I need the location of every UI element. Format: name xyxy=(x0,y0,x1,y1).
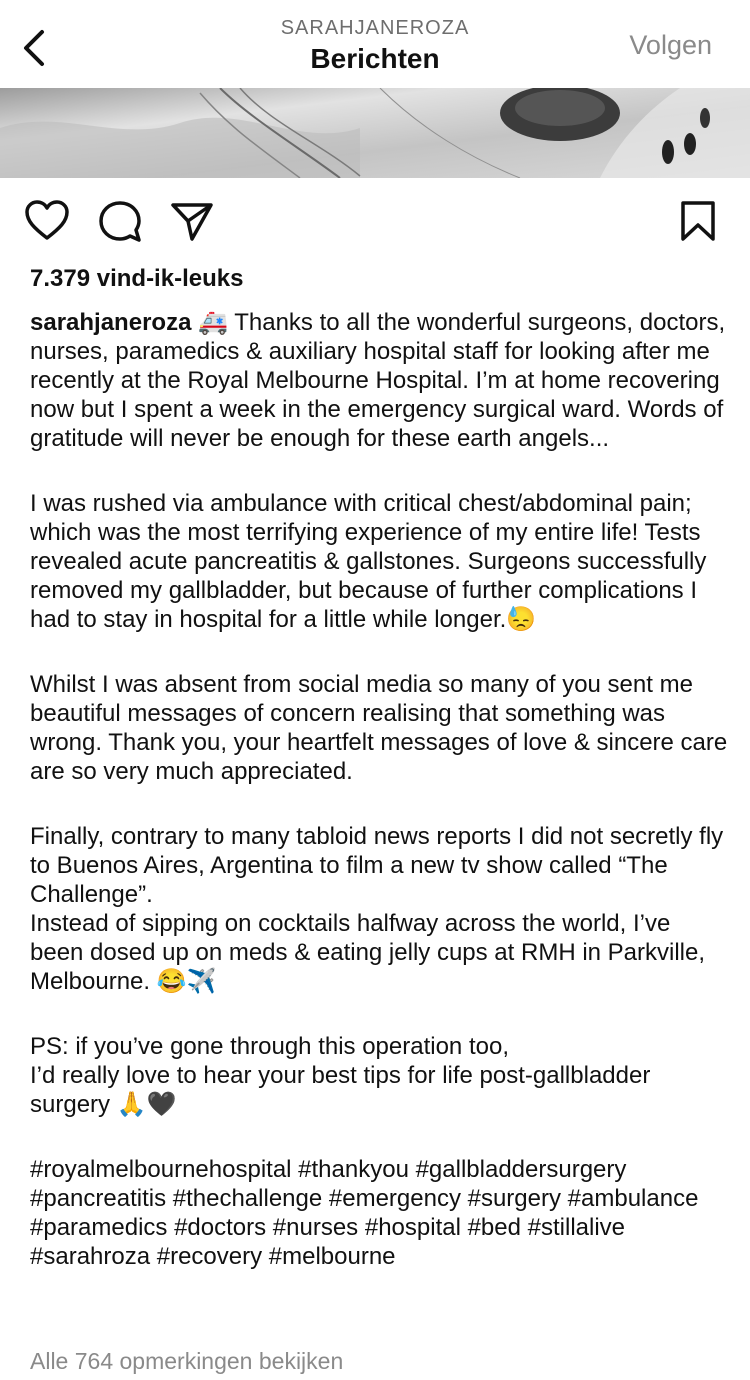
share-button[interactable] xyxy=(170,202,214,247)
paper-plane-icon xyxy=(170,202,214,242)
comment-button[interactable] xyxy=(98,200,142,249)
likes-count[interactable]: 7.379 vind-ik-leuks xyxy=(30,265,244,292)
caption-hashtags[interactable]: #royalmelbournehospital #thankyou #gallbladdersurgery #pancreatitis #thechallenge #emergency #surgery #ambulance #paramedics #doctors #nurses #hospital #bed #stillalive #sarahroza #recovery #melbourne xyxy=(30,1156,699,1270)
caption-paragraph-1 xyxy=(30,308,730,453)
save-button[interactable] xyxy=(680,200,716,247)
post-image-graphic xyxy=(0,88,750,178)
caption-username[interactable]: sarahjaneroza xyxy=(30,309,192,336)
header-title-group xyxy=(200,14,550,76)
chevron-left-icon xyxy=(18,26,54,70)
follow-button[interactable]: Volgen xyxy=(629,30,712,60)
caption-paragraph-3: Whilst I was absent from social media so many of you sent me beautiful messages of concern realising that something was wrong. Thank you, your heartfelt messages of love & sincere care are so very much appreciated. xyxy=(30,671,728,785)
header-username: SARAHJANEROZA xyxy=(280,17,470,39)
page-title: Berichten xyxy=(310,43,440,74)
comment-icon xyxy=(98,200,142,244)
back-button[interactable] xyxy=(18,26,54,70)
post-action-bar xyxy=(0,178,750,262)
view-all-comments-link[interactable]: Alle 764 opmerkingen bekijken xyxy=(30,1348,344,1374)
caption-intro-text: 🚑 Thanks to all the wonderful surgeons, doctors, nurses, paramedics & auxiliary hospital staff for looking after me recently at the Royal Melbourne Hospital. I’m at home recovering now but I spent a week in the emergency surgical ward. Words of gratitude will never be enough for these earth angels... xyxy=(30,309,726,452)
caption-paragraph-2: I was rushed via ambulance with critical chest/abdominal pain; which was the most terrifying experience of my entire life! Tests revealed acute pancreatitis & gallstones. Surgeons successfully removed my gallbladder, but because of further complications I had to stay in hospital for a little while longer.😓 xyxy=(30,490,707,633)
post-image[interactable] xyxy=(0,88,750,178)
post-caption xyxy=(30,308,730,1271)
bookmark-icon xyxy=(680,200,716,242)
heart-icon xyxy=(24,200,70,242)
caption-paragraph-4: Finally, contrary to many tabloid news reports I did not secretly fly to Buenos Aires, Argentina to film a new tv show called “The Challenge”. Instead of sipping on cocktails halfway across the world, I’ve been dosed up on meds & eating jelly cups at RMH in Parkville, Melbourne. 😂✈️ xyxy=(30,823,724,995)
caption-paragraph-5: PS: if you’ve gone through this operation too, I’d really love to hear your best tips for life post-gallbladder surgery 🙏🖤 xyxy=(30,1033,651,1118)
like-button[interactable] xyxy=(24,200,70,247)
top-navigation-bar xyxy=(0,0,750,88)
